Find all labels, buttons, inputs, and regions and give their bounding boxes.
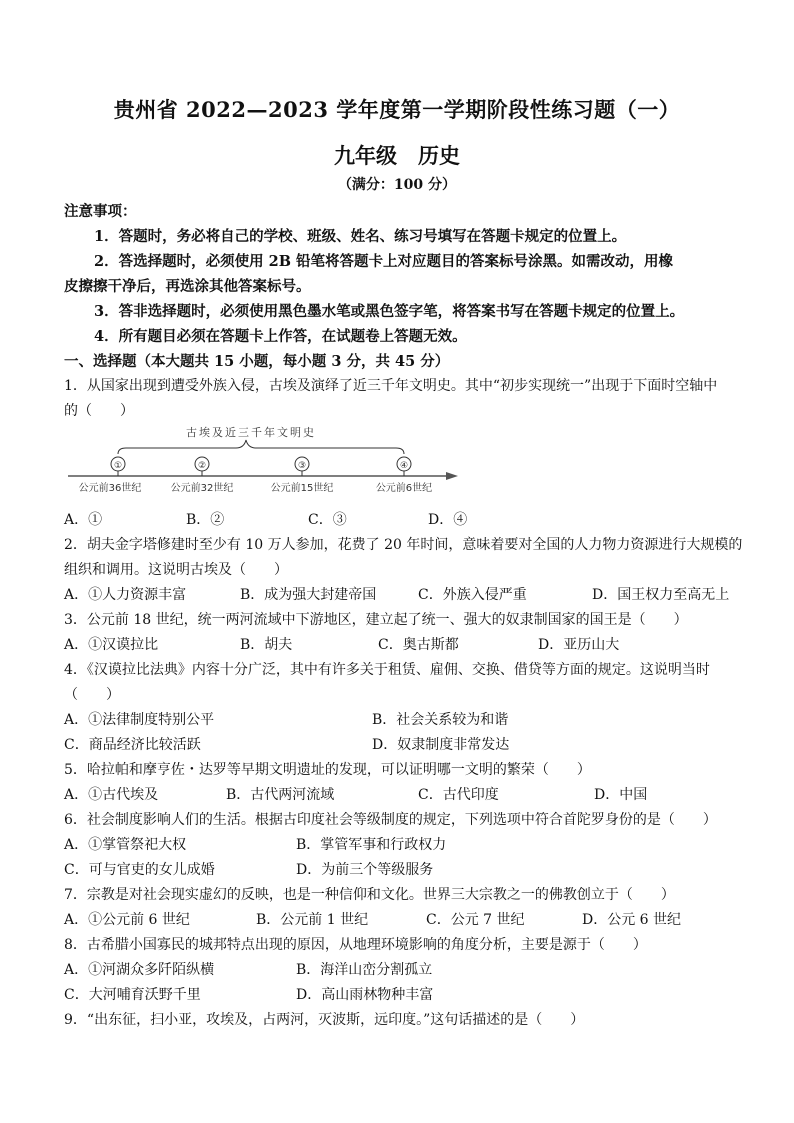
question-1-option-c: C．③ (308, 512, 347, 528)
question-8-option-a: A．①河湖众多阡陌纵横 (64, 962, 215, 978)
timeline-marker-2 (195, 457, 209, 476)
question-8-stem: 8．古希腊小国寡民的城邦特点出现的原因，从地理环境影响的角度分析，主要是源于（ ） (64, 937, 647, 953)
timeline-arrow-icon (446, 472, 458, 480)
question-4-stem: 4．《汉谟拉比法典》内容十分广泛，其中有许多关于租赁、雇佣、交换、借贷等方面的规定。这说明当时 (64, 662, 710, 678)
question-1-option-d: D．④ (428, 512, 468, 528)
question-5-option-b: B．古代两河流域 (226, 787, 335, 803)
question-2-option-c: C．外族入侵严重 (418, 587, 527, 603)
question-2-option-d: D．国王权力至高无上 (592, 587, 730, 603)
question-6-stem: 6．社会制度影响人们的生活。根据古印度社会等级制度的规定，下列选项中符合首陀罗身份的是（ ） (64, 812, 717, 828)
question-8-option-d: D．高山雨林物种丰富 (296, 987, 434, 1003)
question-4-option-a: A．①法律制度特别公平 (64, 712, 215, 728)
question-5-option-c: C．古代印度 (418, 787, 499, 803)
question-6-option-a: A．①掌管祭祀大权 (64, 837, 187, 853)
question-6-option-b: B．掌管军事和行政权力 (296, 837, 447, 853)
question-5-stem: 5．哈拉帕和摩亨佐・达罗等早期文明遗址的发现，可以证明哪一文明的繁荣（ ） (64, 762, 591, 778)
question-2-stem-cont: 组织和调用。这说明古埃及（ ） (64, 562, 288, 578)
question-5-option-a: A．①古代埃及 (64, 787, 159, 803)
question-7-option-d: D．公元 6 世纪 (582, 912, 682, 928)
timeline-marker-1-label: ① (113, 461, 123, 471)
question-6-option-d: D．为前三个等级服务 (296, 862, 434, 878)
question-3-option-c: C．奥古斯都 (378, 637, 459, 653)
timeline-marker-3 (295, 457, 309, 476)
question-8-option-b: B．海洋山峦分割孤立 (296, 962, 433, 978)
question-3-option-d: D．亚历山大 (538, 637, 620, 653)
notice-item-3: 3．答非选择题时，必须使用黑色墨水笔或黑色签字笔，将答案书写在答题卡规定的位置上。 (94, 303, 685, 320)
question-8-option-c: C．大河哺育沃野千里 (64, 987, 201, 1003)
question-7-stem: 7．宗教是对社会现实虚幻的反映，也是一种信仰和文化。世界三大宗教之一的佛教创立于（ ） (64, 887, 675, 903)
question-2-stem: 2．胡夫金字塔修建时至少有 10 万人参加，花费了 20 年时间，意味着要对全国的人力物力资源进行大规模的 (64, 537, 743, 553)
notice-item-4: 4．所有题目必须在答题卡上作答，在试题卷上答题无效。 (94, 328, 467, 345)
notice-heading: 注意事项： (64, 203, 137, 220)
question-2-option-a: A．①人力资源丰富 (64, 587, 187, 603)
timeline-label-4: 公元前6世纪 (375, 483, 433, 494)
question-7-option-c: C．公元 7 世纪 (426, 912, 525, 928)
question-9-stem: 9．“出东征，扫小亚，攻埃及，占两河，灭波斯，远印度。”这句话描述的是（ ） (64, 1012, 585, 1028)
question-4-stem-cont: （ ） (64, 687, 120, 703)
question-1-option-b: B．② (186, 512, 225, 528)
question-3-option-a: A．①汉谟拉比 (64, 637, 159, 653)
timeline-label-1: 公元前36世纪 (78, 483, 142, 494)
page-title: 贵州省 2022—2023 学年度第一学期阶段性练习题（一） (113, 97, 681, 122)
question-2-option-b: B．成为强大封建帝国 (240, 587, 377, 603)
timeline-marker-4 (397, 457, 411, 476)
timeline-label-2: 公元前32世纪 (170, 483, 234, 494)
page-subtitle: 九年级 历史 (334, 143, 460, 168)
question-1-option-a: A．① (64, 512, 103, 528)
timeline-title: 古埃及近三千年文明史 (186, 426, 316, 439)
question-7-option-a: A．①公元前 6 世纪 (64, 912, 190, 928)
notice-item-2: 2．答选择题时，必须使用 2B 铅笔将答题卡上对应题目的答案标号涂黑。如需改动，用橡 (94, 253, 674, 270)
timeline-figure (66, 424, 466, 498)
question-3-stem: 3．公元前 18 世纪，统一两河流域中下游地区，建立起了统一、强大的奴隶制国家的国王是（ ） (64, 612, 688, 628)
question-5-option-d: D．中国 (594, 787, 648, 803)
notice-item-1: 1．答题时，务必将自己的学校、班级、姓名、练习号填写在答题卡规定的位置上。 (94, 228, 627, 245)
score-note: （满分：100 分） (337, 177, 457, 193)
timeline-marker-3-label: ③ (297, 461, 307, 471)
question-4-option-b: B．社会关系较为和谐 (372, 712, 509, 728)
section-heading: 一、选择题（本大题共 15 小题，每小题 3 分，共 45 分） (64, 353, 450, 370)
timeline-marker-2-label: ② (197, 461, 207, 471)
timeline-label-3: 公元前15世纪 (270, 483, 334, 494)
timeline-bracket (118, 440, 404, 454)
timeline-marker-1 (111, 457, 125, 476)
notice-item-2-cont: 皮擦擦干净后，再选涂其他答案标号。 (64, 278, 311, 295)
question-4-option-d: D．奴隶制度非常发达 (372, 737, 510, 753)
question-1-stem-cont: 的（ ） (64, 403, 134, 419)
question-4-option-c: C．商品经济比较活跃 (64, 737, 201, 753)
question-7-option-b: B．公元前 1 世纪 (256, 912, 369, 928)
question-3-option-b: B．胡夫 (240, 637, 293, 653)
timeline-marker-4-label: ④ (399, 461, 409, 471)
question-6-option-c: C．可与官吏的女儿成婚 (64, 862, 215, 878)
question-1-stem: 1．从国家出现到遭受外族入侵，古埃及演绎了近三千年文明史。其中“初步实现统一”出现于下面时空轴中 (64, 378, 718, 394)
